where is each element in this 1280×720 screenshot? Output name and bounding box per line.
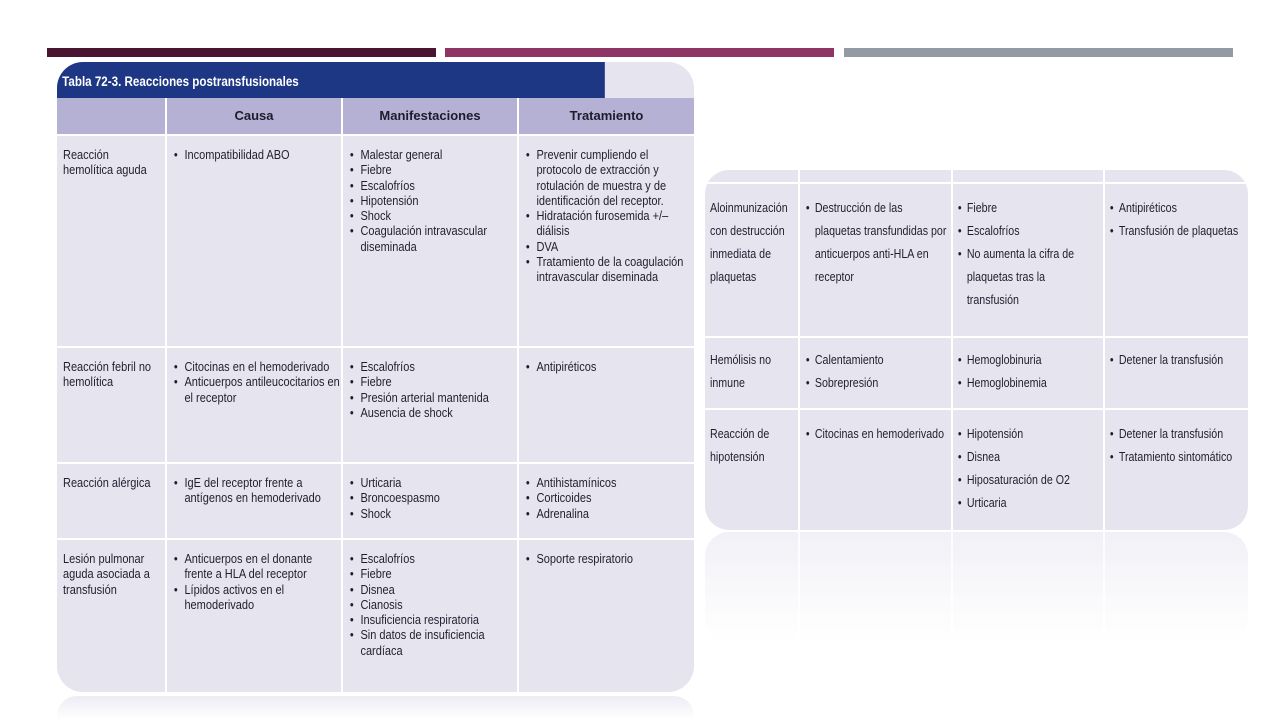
treatment-list [525, 360, 692, 375]
accent-bar-gray [844, 48, 1233, 57]
left-card-reflection [57, 696, 694, 720]
left-table-grid [57, 98, 694, 692]
column-divider [951, 532, 953, 642]
list-item: • Anticuerpos en el donante frente a HLA del receptor [173, 552, 340, 583]
accent-bar-magenta [445, 48, 834, 57]
list-item: • Cianosis [349, 598, 516, 613]
list-item: • Disnea [349, 583, 516, 598]
column-divider [1103, 532, 1105, 642]
list-item: • Destrucción de las plaquetas transfundidas por anticuerpos anti-HLA en receptor [805, 196, 949, 288]
reaction-name: Hemólisis no inmune [710, 352, 772, 390]
column-divider [517, 98, 519, 692]
cause-list [173, 360, 340, 406]
list-item: • Tratamiento sintomático [1109, 445, 1248, 468]
table-title: Tabla 72-3. Reacciones postransfusionales [57, 62, 605, 98]
list-item: • Escalofríos [349, 360, 516, 375]
list-item: • Prevenir cumpliendo el protocolo de extracción y rotulación de muestra y de identificación del receptor. [525, 148, 692, 209]
cause-list [805, 196, 949, 288]
reaction-name: Lesión pulmonar aguda asociada a transfusión [63, 552, 150, 597]
row-divider [57, 538, 694, 540]
reaction-name: Reacción de hipotensión [710, 426, 770, 464]
treatment-list [1109, 348, 1248, 371]
list-item: • Escalofríos [349, 552, 516, 567]
right-card-reflection [705, 532, 1248, 642]
list-item: • Hipotensión [349, 194, 516, 209]
left-table-card [57, 62, 694, 692]
manifestations-list [349, 148, 516, 255]
list-item: • Incompatibilidad ABO [173, 148, 340, 163]
list-item: • Insuficiencia respiratoria [349, 613, 516, 628]
header-cause: Causa [234, 108, 274, 123]
list-item: • IgE del receptor frente a antígenos en hemoderivado [173, 476, 340, 507]
list-item: • Hipotensión [957, 422, 1098, 445]
reaction-name: Reacción alérgica [63, 476, 151, 490]
list-item: • Citocinas en el hemoderivado [173, 360, 340, 375]
list-item: • Fiebre [957, 196, 1098, 219]
list-item: • Hiposaturación de O2 [957, 468, 1098, 491]
right-table-card [705, 170, 1248, 530]
list-item: • Anticuerpos antileucocitarios en el receptor [173, 375, 340, 406]
list-item: • Broncoespasmo [349, 491, 516, 506]
cause-list [805, 348, 949, 394]
list-item: • Antipiréticos [1109, 196, 1248, 219]
list-item: • Urticaria [349, 476, 516, 491]
column-divider [951, 170, 953, 530]
header-treatment: Tratamiento [569, 108, 644, 123]
list-item: • Coagulación intravascular diseminada [349, 224, 516, 255]
list-item: • Urticaria [957, 491, 1098, 514]
list-item: • Presión arterial mantenida [349, 391, 516, 406]
list-item: • Shock [349, 209, 516, 224]
list-item: • Citocinas en hemoderivado [805, 422, 949, 445]
cause-list [173, 148, 340, 163]
manifestations-list [349, 552, 516, 659]
reaction-name: Reacción febril no hemolítica [63, 360, 152, 390]
row-divider [705, 336, 1248, 338]
list-item: • Antihistamínicos [525, 476, 692, 491]
list-item: • Ausencia de shock [349, 406, 516, 421]
list-item: • Transfusión de plaquetas [1109, 219, 1248, 242]
list-item: • Antipiréticos [525, 360, 692, 375]
list-item: • Lípidos activos en el hemoderivado [173, 583, 340, 614]
list-item: • DVA [525, 240, 692, 255]
list-item: • Malestar general [349, 148, 516, 163]
list-item: • Hemoglobinemia [957, 371, 1098, 394]
list-item: • Adrenalina [525, 507, 692, 522]
list-item: • Sin datos de insuficiencia cardíaca [349, 628, 516, 659]
cause-list [173, 552, 340, 613]
treatment-list [1109, 422, 1248, 468]
list-item: • Fiebre [349, 163, 516, 178]
list-item: • Escalofríos [349, 179, 516, 194]
cause-list [173, 476, 340, 507]
reaction-name: Reacción hemolítica aguda [63, 148, 147, 178]
row-divider [57, 134, 694, 136]
cause-list [805, 422, 949, 445]
header-manifestations: Manifestaciones [379, 108, 481, 123]
list-item: • No aumenta la cifra de plaquetas tras la transfusión [957, 242, 1098, 311]
accent-bar-dark [47, 48, 436, 57]
treatment-list [525, 476, 692, 522]
manifestations-list [957, 196, 1098, 311]
list-item: • Detener la transfusión [1109, 348, 1248, 371]
list-item: • Hidratación furosemida +/– diálisis [525, 209, 692, 240]
list-item: • Tratamiento de la coagulación intravascular diseminada [525, 255, 692, 286]
column-divider [165, 98, 167, 692]
column-divider [341, 98, 343, 692]
reaction-name: Aloinmunización con destrucción inmediata de plaquetas [710, 200, 788, 284]
list-item: • Fiebre [349, 375, 516, 390]
treatment-list [525, 148, 692, 286]
list-item: • Disnea [957, 445, 1098, 468]
list-item: • Calentamiento [805, 348, 949, 371]
list-item: • Fiebre [349, 567, 516, 582]
list-item: • Shock [349, 507, 516, 522]
list-item: • Hemoglobinuria [957, 348, 1098, 371]
list-item: • Soporte respiratorio [525, 552, 692, 567]
list-item: • Corticoides [525, 491, 692, 506]
column-divider [798, 532, 800, 642]
row-divider [705, 408, 1248, 410]
column-divider [1103, 170, 1105, 530]
manifestations-list [957, 422, 1098, 514]
treatment-list [525, 552, 692, 567]
row-divider [57, 462, 694, 464]
list-item: • Detener la transfusión [1109, 422, 1248, 445]
manifestations-list [349, 476, 516, 522]
manifestations-list [957, 348, 1098, 394]
row-divider [705, 182, 1248, 184]
list-item: • Escalofríos [957, 219, 1098, 242]
treatment-list [1109, 196, 1248, 242]
list-item: • Sobrepresión [805, 371, 949, 394]
manifestations-list [349, 360, 516, 421]
row-divider [57, 346, 694, 348]
